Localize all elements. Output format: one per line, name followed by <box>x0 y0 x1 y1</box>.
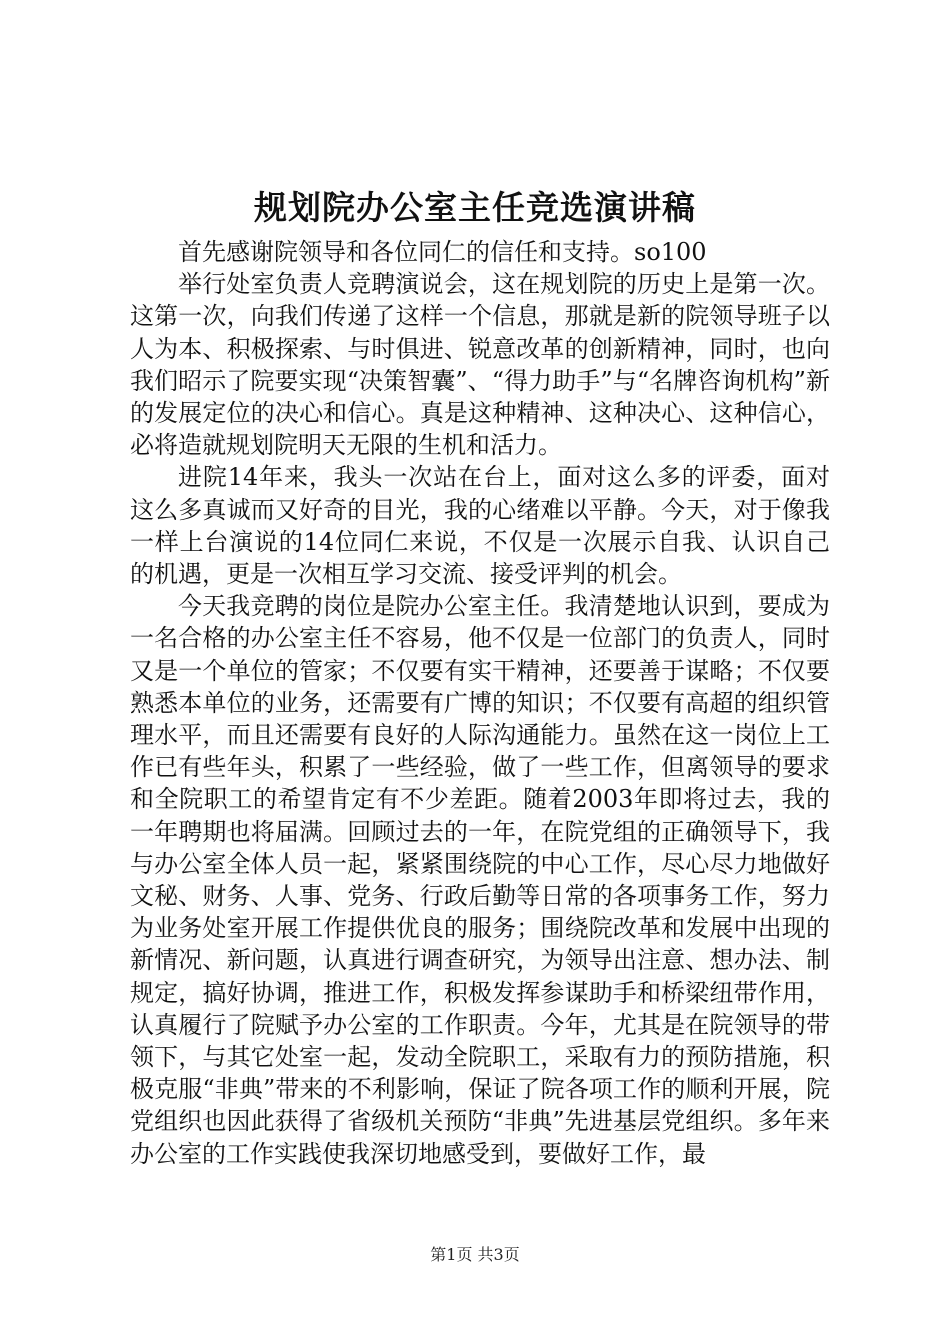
paragraph-3: 进院14年来，我头一次站在台上，面对这么多的评委，面对这么多真诚而又好奇的目光，我的心绪难以平静。今天，对于像我一样上台演说的14位同仁来说，不仅是一次展示自我、认识自己的机遇，更是一次相互学习交流、接受评判的机会。 <box>130 463 830 589</box>
paragraph-2: 举行处室负责人竞聘演说会，这在规划院的历史上是第一次。这第一次，向我们传递了这样一个信息，那就是新的院领导班子以人为本、积极探索、与时俱进、锐意改革的创新精神，同时，也向我们昭示了院要实现“决策智囊”、“得力助手”与“名牌咨询机构”新的发展定位的决心和信心。真是这种精神、这种决心、这种信心，必将造就规划院明天无限的生机和活力。 <box>130 270 830 460</box>
document-body <box>130 236 830 1170</box>
paragraph-4: 今天我竞聘的岗位是院办公室主任。我清楚地认识到，要成为一名合格的办公室主任不容易，他不仅是一位部门的负责人，同时又是一个单位的管家；不仅要有实干精神，还要善于谋略；不仅要熟悉本单位的业务，还需要有广博的知识；不仅要有高超的组织管理水平，而且还需要有良好的人际沟通能力。虽然在这一岗位上工作已有些年头，积累了一些经验，做了一些工作，但离领导的要求和全院职工的希望肯定有不少差距。随着2003年即将过去，我的一年聘期也将届满。回顾过去的一年，在院党组的正确领导下，我与办公室全体人员一起，紧紧围绕院的中心工作，尽心尽力地做好文秘、财务、人事、党务、行政后勤等日常的各项事务工作，努力为业务处室开展工作提供优良的服务；围绕院改革和发展中出现的新情况、新问题，认真进行调查研究，为领导出注意、想办法、制规定，搞好协调，推进工作，积极发挥参谋助手和桥梁纽带作用，认真履行了院赋予办公室的工作职责。今年，尤其是在院领导的带领下，与其它处室一起，发动全院职工，采取有力的预防措施，积极克服“非典”带来的不利影响，保证了院各项工作的顺利开展，院党组织也因此获得了省级机关预防“非典”先进基层党组织。多年来办公室的工作实践使我深切地感受到，要做好工作，最 <box>130 592 830 1168</box>
paragraph-1: 首先感谢院领导和各位同仁的信任和支持。so100 <box>178 238 707 266</box>
page-title: 规划院办公室主任竞选演讲稿 <box>254 188 696 227</box>
page-number-footer: 第1页 共3页 <box>430 1245 520 1264</box>
